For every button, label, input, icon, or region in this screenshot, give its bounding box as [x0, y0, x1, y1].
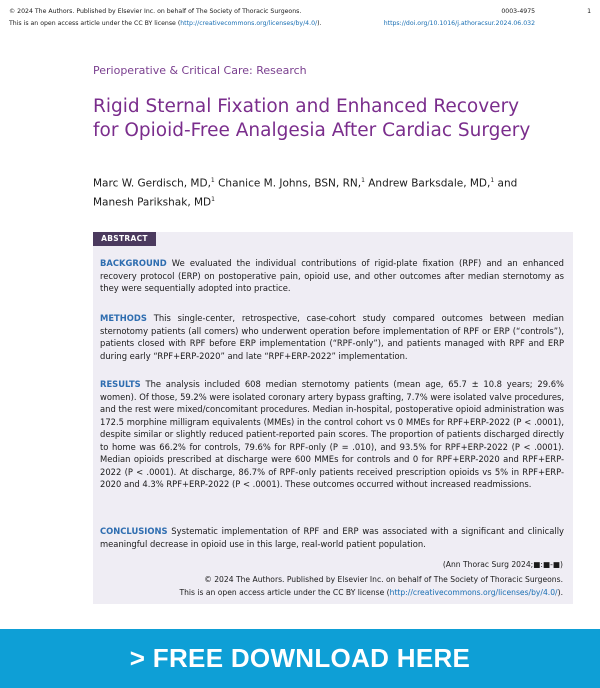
abstract-conclusions: CONCLUSIONS Systematic implementation of RPF and ERP was associated with a significant and clinically meaningful decrease in opioid use in this large, real-world patient population. — [100, 526, 564, 549]
page-number: 1 — [587, 8, 591, 15]
page-header — [9, 6, 591, 30]
abstract-methods: METHODS This single-center, retrospective, case-cohort study compared outcomes between median sternotomy patients (all comers) who underwent operation before implementation of RPF or ERP (“controls”), patients closed with RPF before ERP implementation (“RPF-only”), and patients managed with RPF and ERP during early “RPF+ERP-2020” and late “RPF+ERP-2022” implementation. — [100, 313, 564, 361]
abstract-background: BACKGROUND We evaluated the individual contributions of rigid-plate fixation (RPF) and an enhanced recovery protocol (ERP) on postoperative pain, opioid use, and other outcomes after median sternotomy as they were sequentially adopted into practice. — [100, 258, 564, 293]
abstract-tab: ABSTRACT — [93, 232, 156, 246]
article-title: Rigid Sternal Fixation and Enhanced Recovery for Opioid-Free Analgesia After Cardiac Surgery — [93, 96, 531, 141]
doi-link[interactable]: https://doi.org/10.1016/j.athoracsur.2024.06.032 — [383, 20, 535, 27]
citation: (Ann Thorac Surg 2024;■:■-■) — [442, 560, 563, 569]
free-download-label: > FREE DOWNLOAD HERE — [129, 643, 471, 673]
header-license: This is an open access article under the CC BY license (http://creativecommons.org/licenses/by/4.0/). — [9, 20, 322, 27]
author-list: Marc W. Gerdisch, MD,$^1$ Chanice M. Johns, BSN, RN,$^1$ Andrew Barksdale, MD,$^1$ and Manesh Parikshak, $MD^1$ — [93, 177, 518, 208]
license-link[interactable]: http://creativecommons.org/licenses/by/4.0/ — [180, 20, 318, 27]
header-copyright: © 2024 The Authors. Published by Elsevier Inc. on behalf of The Society of Thoracic Surgeons. — [9, 8, 302, 15]
article-section: Perioperative & Critical Care: Research — [93, 64, 307, 77]
abstract-copyright: © 2024 The Authors. Published by Elsevier Inc. on behalf of The Society of Thoracic Surgeons. This is an open access article under the CC BY license (http://creativecommons.org/licenses/by/4.0/). — [179, 574, 563, 599]
footer-license-link[interactable]: http://creativecommons.org/licenses/by/4.0/ — [389, 587, 558, 597]
issn: 0003-4975 — [501, 8, 536, 15]
abstract-results: RESULTS The analysis included 608 median sternotomy patients (mean age, 65.7 ± 10.8 years; 29.6% women). Of those, 59.2% were isolated coronary artery bypass grafting, 7.7% were isolated valve procedures, and the rest were mixed/concomitant procedures. Median in-hospital, postoperative opioid administration was 172.5 morphine milligram equivalents (MMEs) in the control cohort vs 0 MMEs for RPF+ERP-2022 (P < .0001), despite similar or slightly reduced patient-reported pain scores. The proportion of patients discharged directly to home was 66.2% for controls, 79.6% for RPF-only (P = .010), and 93.5% for RPF+ERP-2022 (P < .0001). Median opioids prescribed at discharge were 600 MMEs for controls and 0 for RPF+ERP-2020 and RPF+ERP-2022 (P < .0001). At discharge, 86.7% of RPF-only patients received prescription opioids vs 5% in RPF+ERP-2020 and 4.3% RPF+ERP-2022 (P < .0001). These outcomes occurred without increased readmissions. — [100, 379, 564, 489]
abstract-license: This is an open access article under the CC BY license (http://creativecommons.org/licenses/by/4.0/). — [179, 587, 563, 597]
free-download-button[interactable] — [0, 629, 600, 688]
